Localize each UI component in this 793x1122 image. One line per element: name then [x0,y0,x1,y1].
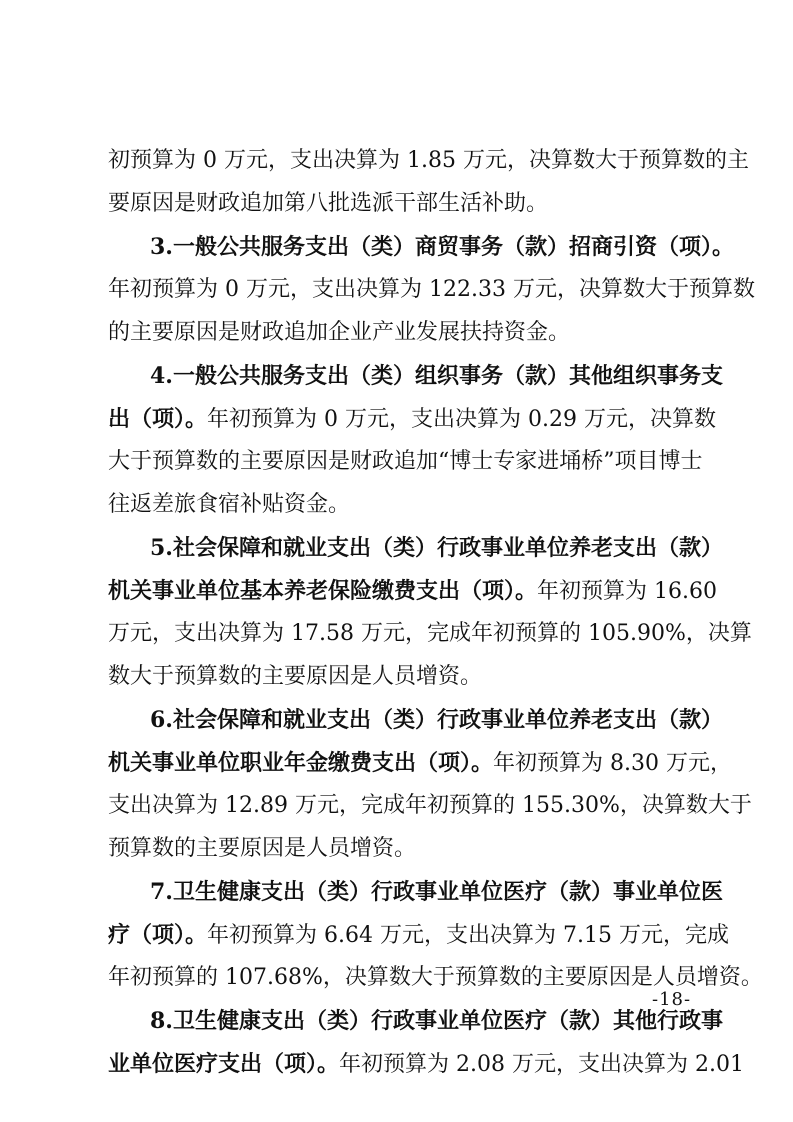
text-line [108,189,690,219]
line-text: 往返差旅食宿补贴资金。 [108,492,351,517]
line-text: 支出决算为 12.89 万元，完成年初预算的 155.30%，决算数大于 [108,793,752,818]
text-line [108,404,716,435]
text-line [108,791,752,821]
text-line [108,275,755,305]
line-text: 大于预算数的主要原因是财政追加“博士专家进埇桥”项目博士 [108,449,703,474]
text-line [108,146,749,176]
text-line [108,963,763,993]
text-line [108,748,732,779]
text-line [108,1049,744,1080]
heading-text: 业单位医疗支出（项）。 [108,1051,340,1077]
heading-text: 6.社会保障和就业支出（类）行政事业单位养老支出（款） [150,707,723,733]
text-line [108,920,729,951]
heading-text: 机关事业单位职业年金缴费支出（项）。 [108,750,494,776]
text-line [108,318,690,348]
line-text: 年初预算的 107.68%，决算数大于预算数的主要原因是人员增资。 [108,965,763,990]
line-text: 万元，支出决算为 17.58 万元，完成年初预算的 105.90%，决算 [108,621,752,646]
line-text: 年初预算为 8.30 万元， [493,751,732,776]
line-text: 年初预算为 0 万元，支出决算为 0.29 万元，决算数 [207,407,716,432]
line-text: 要原因是财政追加第八批选派干部生活补助。 [108,191,549,216]
line-text: 年初预算为 16.60 [537,579,717,604]
line-text: 数大于预算数的主要原因是人员增资。 [108,664,483,689]
text-line [108,834,690,864]
item-4-heading [150,361,723,392]
line-text: 的主要原因是财政追加企业产业发展扶持资金。 [108,320,571,345]
text-line [108,662,690,692]
page-number: -18- [652,989,692,1010]
line-text: 年初预算为 0 万元，支出决算为 122.33 万元，决算数大于预算数 [108,277,755,302]
heading-text: 出（项）。 [108,406,208,432]
line-text: 年初预算为 2.08 万元，支出决算为 2.01 [339,1052,744,1077]
item-8-heading [150,1006,723,1037]
heading-text: 5.社会保障和就业支出（类）行政事业单位养老支出（款） [150,535,723,561]
heading-text: 疗（项）。 [108,922,208,948]
text-line [108,576,717,607]
item-5-heading [150,533,723,564]
item-3-heading [150,232,734,263]
heading-text: 7.卫生健康支出（类）行政事业单位医疗（款）事业单位医 [150,879,723,905]
text-line [108,447,703,477]
heading-text: 4.一般公共服务支出（类）组织事务（款）其他组织事务支 [150,363,723,389]
heading-text: 8.卫生健康支出（类）行政事业单位医疗（款）其他行政事 [150,1008,723,1034]
text-line [108,490,690,520]
heading-text: 机关事业单位基本养老保险缴费支出（项）。 [108,578,538,604]
line-text: 初预算为 0 万元，支出决算为 1.85 万元，决算数大于预算数的主 [108,148,749,173]
item-7-heading [150,877,723,908]
item-6-heading [150,705,723,736]
text-line [108,619,752,649]
heading-text: 3.一般公共服务支出（类）商贸事务（款）招商引资（项）。 [150,234,734,260]
line-text: 年初预算为 6.64 万元，支出决算为 7.15 万元，完成 [207,923,729,948]
line-text: 预算数的主要原因是人员增资。 [108,836,417,861]
